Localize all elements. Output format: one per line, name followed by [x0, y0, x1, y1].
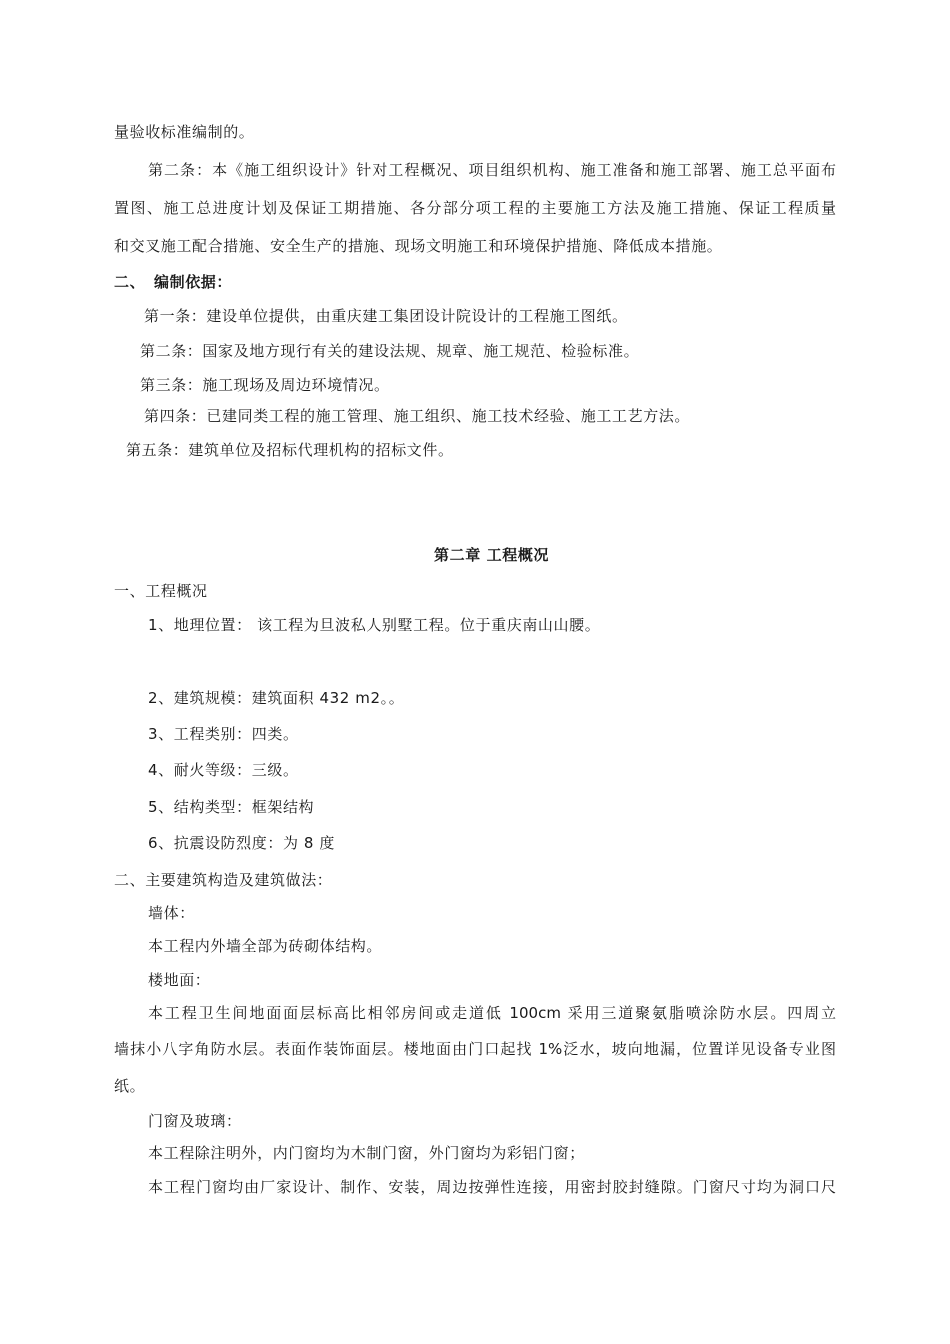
chapter-section-2: 二、主要建筑构造及建筑做法： — [114, 871, 333, 889]
intro-paragraph-tail: 量验收标准编制的。 — [114, 123, 255, 141]
basis-item-2: 第二条：国家及地方现行有关的建设法规、规章、施工规范、检验标准。 — [140, 342, 640, 360]
chapter-title: 第二章 工程概况 — [434, 546, 550, 564]
overview-item-1: 1、地理位置： 该工程为旦波私人别墅工程。位于重庆南山山腰。 — [148, 616, 601, 634]
window-line-2: 本工程门窗均由厂家设计、制作、安装，周边按弹性连接，用密封胶封缝隙。门窗尺寸均为洞口尺 — [148, 1178, 836, 1196]
article-2-line-1: 第二条：本《施工组织设计》针对工程概况、项目组织机构、施工准备和施工部署、施工总平面布 — [148, 161, 836, 179]
section-title: 编制依据： — [154, 273, 233, 291]
overview-item-5: 5、结构类型：框架结构 — [148, 798, 315, 816]
section-number: 二、 — [114, 273, 146, 291]
floor-label: 楼地面： — [148, 971, 211, 989]
floor-line-2: 墙抹小八字角防水层。表面作装饰面层。楼地面由门口起找 1%泛水，坡向地漏，位置详见设备专业图 — [114, 1040, 836, 1058]
window-label: 门窗及玻璃： — [148, 1112, 242, 1130]
wall-text: 本工程内外墙全部为砖砌体结构。 — [148, 937, 383, 955]
article-2-line-2: 置图、施工总进度计划及保证工期措施、各分部分项工程的主要施工方法及施工措施、保证工程质量 — [114, 199, 836, 217]
basis-item-4: 第四条：已建同类工程的施工管理、施工组织、施工技术经验、施工工艺方法。 — [144, 407, 691, 425]
basis-item-3: 第三条：施工现场及周边环境情况。 — [140, 376, 390, 394]
overview-item-2: 2、建筑规模：建筑面积 432 m2。。 — [148, 689, 405, 707]
overview-item-4: 4、耐火等级：三级。 — [148, 761, 299, 779]
floor-line-1: 本工程卫生间地面面层标高比相邻房间或走道低 100cm 采用三道聚氨脂喷涂防水层。四周立 — [148, 1004, 836, 1022]
basis-item-5: 第五条：建筑单位及招标代理机构的招标文件。 — [126, 441, 454, 459]
basis-item-1: 第一条：建设单位提供，由重庆建工集团设计院设计的工程施工图纸。 — [144, 307, 628, 325]
floor-line-3: 纸。 — [114, 1077, 146, 1095]
article-2-line-3: 和交叉施工配合措施、安全生产的措施、现场文明施工和环境保护措施、降低成本措施。 — [114, 237, 723, 255]
overview-item-3: 3、工程类别：四类。 — [148, 725, 299, 743]
wall-label: 墙体： — [148, 904, 195, 922]
overview-item-6: 6、抗震设防烈度：为 8 度 — [148, 834, 336, 852]
window-line-1: 本工程除注明外，内门窗均为木制门窗，外门窗均为彩铝门窗； — [148, 1144, 585, 1162]
section-heading-basis — [114, 272, 232, 292]
chapter-section-1: 一、工程概况 — [114, 582, 208, 600]
